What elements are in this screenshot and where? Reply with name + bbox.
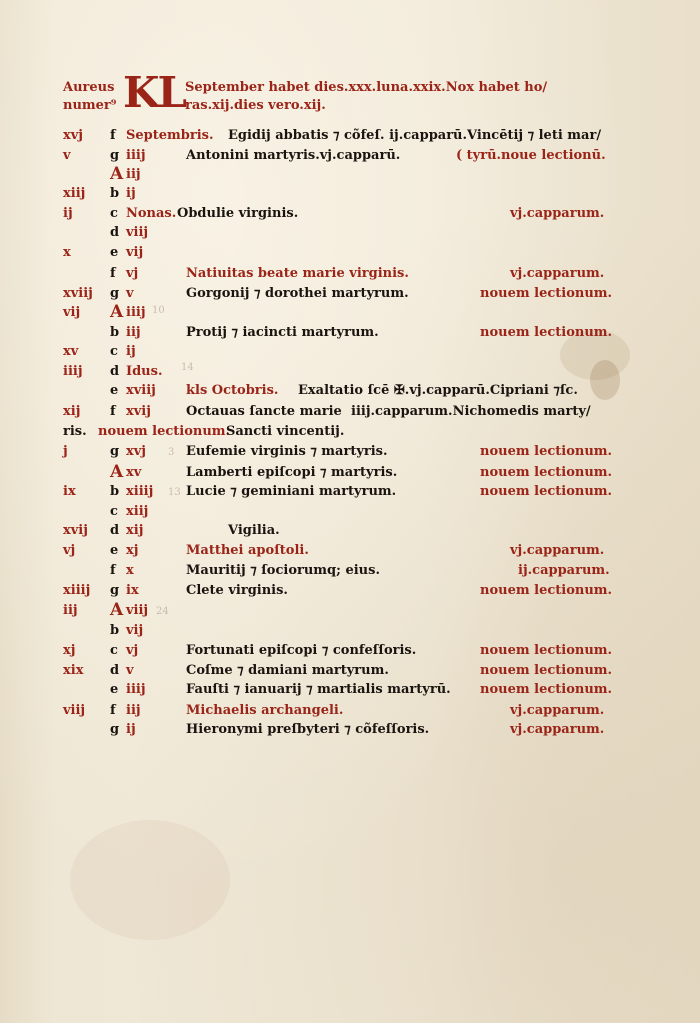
golden-number: vij [63, 305, 81, 320]
dominical-letter: b [110, 186, 120, 201]
calendar-row [0, 623, 700, 643]
dominical-letter: A [110, 600, 124, 620]
dominical-letter: g [110, 444, 120, 459]
feast-continuation: iiij.capparum.Nichomedis marty/ [351, 404, 591, 419]
golden-number: xix [63, 663, 84, 678]
calendar-row [0, 600, 700, 623]
roman-date: v [126, 663, 134, 678]
golden-number: xv [63, 344, 79, 359]
rite-text: nouem lectionum. [480, 325, 613, 340]
golden-number: xvij [63, 523, 88, 538]
saint-name: Eufemie virginis ⁊ martyris. [186, 444, 388, 459]
golden-number: xiiij [63, 583, 91, 598]
calendar-row [0, 383, 700, 403]
dominical-letter: A [110, 462, 124, 482]
feast-continuation: Exaltatio ſcē ✠.vj.capparū.Cipriani ⁊ſc. [298, 383, 578, 398]
dominical-letter: f [110, 703, 116, 718]
dominical-letter: e [110, 245, 119, 260]
margin-annotation: 24 [156, 606, 169, 617]
roman-date: xij [126, 523, 144, 538]
dominical-letter: c [110, 504, 118, 519]
golden-number-label-1: Aureus [63, 80, 115, 95]
roman-date: xvij [126, 404, 151, 419]
rite-text: nouem lectionum. [480, 583, 613, 598]
rite-text: vj.capparum. [510, 543, 605, 558]
month-header [63, 68, 623, 120]
rite-text: vj.capparum. [510, 703, 605, 718]
calendar-row [0, 703, 700, 723]
continuation-text: ris. [63, 424, 87, 439]
golden-number: xj [63, 643, 76, 658]
calendar-row [0, 245, 700, 265]
roman-date: ij [126, 344, 136, 359]
calendar-row [0, 325, 700, 345]
margin-annotation: 13 [168, 487, 181, 498]
saint-name: Matthei apoſtoli. [186, 543, 309, 558]
roman-date: ix [126, 583, 139, 598]
dominical-letter: A [110, 164, 124, 184]
saint-name: Clete virginis. [186, 583, 288, 598]
calendar-row [0, 364, 700, 384]
roman-date: vij [126, 623, 144, 638]
dominical-letter: b [110, 623, 120, 638]
calendar-row [0, 543, 700, 563]
rite-text: nouem lectionum. [480, 484, 613, 499]
calendar-row [0, 404, 700, 424]
roman-date: iiij [126, 305, 146, 320]
saint-name: Hieronymi preſbyteri ⁊ cõfeſſoris. [186, 722, 430, 737]
golden-number: iij [63, 603, 78, 618]
rite-text: nouem lectionum. [480, 465, 613, 480]
calendar-row [0, 128, 700, 148]
calendar-row [0, 206, 700, 226]
dominical-letter: d [110, 523, 120, 538]
rite-text: nouem lectionum. [480, 663, 613, 678]
roman-date: Nonas. [126, 206, 177, 221]
dominical-letter: f [110, 128, 116, 143]
calendar-row [0, 504, 700, 524]
rite-text: nouem lectionum. [98, 424, 231, 439]
calendar-row [0, 148, 700, 168]
calendar-row [0, 563, 700, 583]
saint-name: Coſme ⁊ damiani martyrum. [186, 663, 389, 678]
calendar-row [0, 186, 700, 206]
dominical-letter: f [110, 404, 116, 419]
rite-text: nouem lectionum. [480, 643, 613, 658]
roman-date: iij [126, 325, 141, 340]
margin-annotation: 3 [168, 447, 175, 458]
calendar-row [0, 424, 700, 444]
saint-name: Fauſti ⁊ ianuarij ⁊ martialis martyrū. [186, 682, 451, 697]
calendar-row [0, 484, 700, 504]
dominical-letter: g [110, 722, 120, 737]
roman-date: xiiij [126, 484, 154, 499]
calendar-row [0, 225, 700, 245]
margin-annotation: 14 [181, 362, 194, 373]
roman-date: viij [126, 225, 149, 240]
rite-text: ij.capparum. [518, 563, 610, 578]
saint-name: Antonini martyris.vj.capparū. [186, 148, 401, 163]
rite-text: nouem lectionum. [480, 444, 613, 459]
roman-date: iij [126, 167, 141, 182]
saint-name: Vigilia. [228, 523, 280, 538]
dominical-letter: c [110, 643, 118, 658]
roman-date: viij [126, 603, 149, 618]
feast-continuation: ( tyrū.noue lectionū. [456, 148, 606, 163]
calendar-row [0, 583, 700, 603]
dominical-letter: d [110, 663, 120, 678]
rite-text: vj.capparum. [510, 206, 605, 221]
calendar-row [0, 682, 700, 702]
roman-date: vj [126, 643, 139, 658]
dominical-letter: g [110, 286, 120, 301]
dominical-letter: g [110, 583, 120, 598]
calendar-row [0, 344, 700, 364]
saint-name: Gorgonij ⁊ dorothei martyrum. [186, 286, 409, 301]
dominical-letter: g [110, 148, 120, 163]
dominical-letter: f [110, 266, 116, 281]
roman-date: iiij [126, 148, 146, 163]
roman-date: vj [126, 266, 139, 281]
roman-date: vij [126, 245, 144, 260]
rite-text: nouem lectionum. [480, 682, 613, 697]
calendar-row [0, 663, 700, 683]
saint-name: Protij ⁊ iacincti martyrum. [186, 325, 379, 340]
calendar-row [0, 444, 700, 464]
calendar-row [0, 643, 700, 663]
golden-number: j [63, 444, 68, 459]
calendar-row [0, 302, 700, 325]
rite-text: vj.capparum. [510, 266, 605, 281]
feast-continuation: Egidij abbatis ⁊ cõfeſ. ij.capparū.Vincētij ⁊ leti mar/ [228, 128, 602, 143]
saint-name: Septembris. [126, 128, 214, 143]
dominical-letter: d [110, 364, 120, 379]
calendar-row [0, 266, 700, 286]
roman-date: Idus. [126, 364, 163, 379]
roman-date: xvj [126, 444, 147, 459]
golden-number: xij [63, 404, 81, 419]
roman-date: ij [126, 186, 136, 201]
saint-name: Fortunati epiſcopi ⁊ confeſſoris. [186, 643, 417, 658]
golden-number: ix [63, 484, 76, 499]
golden-number: viij [63, 703, 86, 718]
rite-text: nouem lectionum. [480, 286, 613, 301]
roman-date: xv [126, 465, 142, 480]
golden-number: v [63, 148, 71, 163]
header-line-1: September habet dies.xxx.luna.xxix.Nox habet ho/ [185, 80, 548, 95]
saint-name: Mauritij ⁊ ſociorumq; eius. [186, 563, 380, 578]
saint-name: Octauas ſancte marie [186, 404, 342, 419]
golden-number: xvj [63, 128, 84, 143]
saint-name: Michaelis archangeli. [186, 703, 344, 718]
saint-name: Natiuitas beate marie virginis. [186, 266, 409, 281]
roman-date: ij [126, 722, 136, 737]
dominical-letter: f [110, 563, 116, 578]
roman-date: xj [126, 543, 139, 558]
golden-number: xiij [63, 186, 86, 201]
golden-number-label-2: numer⁹ [63, 98, 117, 113]
dominical-letter: e [110, 543, 119, 558]
saint-name: Lamberti epiſcopi ⁊ martyris. [186, 465, 398, 480]
roman-date: iiij [126, 682, 146, 697]
saint-text: Sancti vincentij. [226, 424, 345, 439]
header-line-2: ras.xij.dies vero.xij. [185, 98, 326, 113]
roman-date: v [126, 286, 134, 301]
golden-number: x [63, 245, 71, 260]
saint-name: kls Octobris. [186, 383, 279, 398]
calendar-row [0, 722, 700, 742]
dominical-letter: d [110, 225, 120, 240]
roman-date: xviij [126, 383, 156, 398]
saint-name: Obdulie virginis. [177, 206, 299, 221]
margin-annotation: 10 [152, 305, 165, 316]
golden-number: ij [63, 206, 73, 221]
dominical-letter: b [110, 484, 120, 499]
roman-date: iij [126, 703, 141, 718]
golden-number: xviij [63, 286, 93, 301]
dominical-letter: c [110, 206, 118, 221]
calendar-row [0, 523, 700, 543]
roman-date: xiij [126, 504, 149, 519]
dominical-letter: A [110, 302, 124, 322]
kl-initial: KL [123, 68, 186, 117]
golden-number: vj [63, 543, 76, 558]
saint-name: Lucie ⁊ geminiani martyrum. [186, 484, 397, 499]
dominical-letter: e [110, 682, 119, 697]
calendar-row [0, 164, 700, 187]
golden-number: iiij [63, 364, 83, 379]
calendar-row [0, 286, 700, 306]
roman-date: x [126, 563, 134, 578]
dominical-letter: b [110, 325, 120, 340]
calendar-row [0, 462, 700, 485]
dominical-letter: c [110, 344, 118, 359]
rite-text: vj.capparum. [510, 722, 605, 737]
dominical-letter: e [110, 383, 119, 398]
